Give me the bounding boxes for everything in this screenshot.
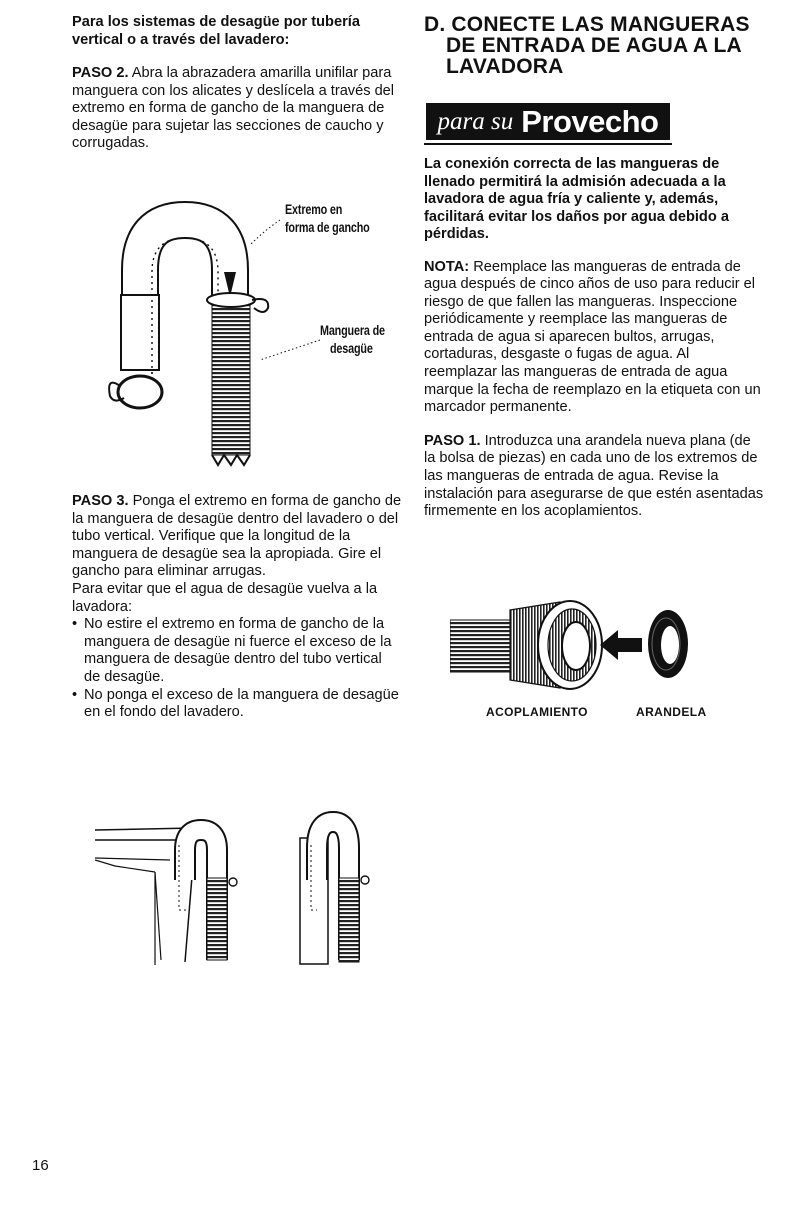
hose-clamp — [118, 376, 162, 408]
section-heading-line3: LAVADORA — [446, 55, 564, 78]
caption-washer: ARANDELA — [636, 705, 707, 719]
section-heading-line2: DE ENTRADA DE AGUA A LA — [446, 34, 742, 57]
caption-coupling: ACOPLAMIENTO — [486, 705, 588, 719]
page-number: 16 — [32, 1157, 49, 1174]
label-drain-hose-line2: desagüe — [330, 341, 373, 356]
step1-label: PASO 1. — [424, 432, 481, 449]
left-column-lower — [72, 493, 402, 722]
note-label: NOTA: — [424, 258, 470, 275]
standpipe-subheading: Para los sistemas de desagüe por tubería vertical o a través del lavadero: — [72, 14, 360, 48]
section-heading-line1: D. CONECTE LAS MANGUERAS — [424, 13, 750, 36]
step3-paragraph — [72, 493, 402, 581]
note-paragraph — [424, 259, 764, 417]
step1-paragraph — [424, 433, 764, 521]
section-heading — [424, 14, 764, 77]
step2-text: Abra la abrazadera amarilla unifilar para manguera con los alicates y deslícela a través del extremo en forma de gancho de la manguera de desagüe para sujetar las secciones de caucho y corrugadas. — [72, 65, 395, 152]
coupling-and-washer-illustration — [450, 590, 730, 700]
left-column — [72, 14, 402, 153]
banner-text-part2: Provecho — [521, 103, 659, 139]
drain-hose-illustration — [100, 200, 400, 480]
insert-arrow-icon — [600, 630, 642, 660]
note-text: Reemplace las mangueras de entrada de agua después de cinco años de uso para reducir el riesgo de que fallen las mangueras. Inspeccione periódicamente y reemplace las mangueras de entrada de agua si aparecen bultos, arrugas, cortaduras, desgaste o fugas de agua. Al reemplazar las mangueras de entrada de agua marque la fecha de reemplazo en la etiqueta con un marcador permanente. — [424, 258, 761, 416]
step3-label: PASO 3. — [72, 493, 129, 509]
step2-label: PASO 2. — [72, 65, 129, 81]
laundry-tub-and-standpipe-illustration — [95, 800, 395, 970]
bullet-item: • No ponga el exceso de la manguera de desagüe en el fondo del lavadero. — [72, 687, 402, 722]
para-su-provecho-banner — [424, 103, 672, 145]
step3-text: Ponga el extremo en forma de gancho de la manguera de desagüe dentro del lavadero o del tubo vertical. Verifique que la longitud de la manguera de desagüe sea la apropiada. Gire el gancho para eliminar arrugas. — [72, 493, 402, 580]
label-drain-hose-line1: Manguera de — [320, 323, 385, 338]
label-hook-end-line1: Extremo en — [285, 202, 343, 217]
bullet-item: • No estire el extremo en forma de gancho de la manguera de desagüe ni fuerce el exceso de la manguera de desagüe dentro del tubo vertical de desagüe. — [72, 616, 402, 686]
step1-text: Introduzca una arandela nueva plana (de la bolsa de piezas) en cada uno de los extremos de las mangueras de entrada de agua. Revise la instalación para asegurarse de que estén asentadas firmemente en los acoplamientos. — [424, 432, 764, 520]
right-column — [424, 14, 764, 77]
banner-text-part1: para su — [437, 107, 514, 135]
label-hook-end-line2: forma de gancho — [285, 220, 370, 235]
benefit-text: La conexión correcta de las mangueras de llenado permitirá la admisión adecuada a la lavadora de agua fría y caliente y, además, facilitará evitar los daños por agua debido a pérdidas. — [424, 156, 729, 242]
right-column-body — [424, 156, 764, 521]
step2-paragraph — [72, 65, 402, 153]
prevent-backflow-text: Para evitar que el agua de desagüe vuelva a la lavadora: — [72, 580, 378, 615]
